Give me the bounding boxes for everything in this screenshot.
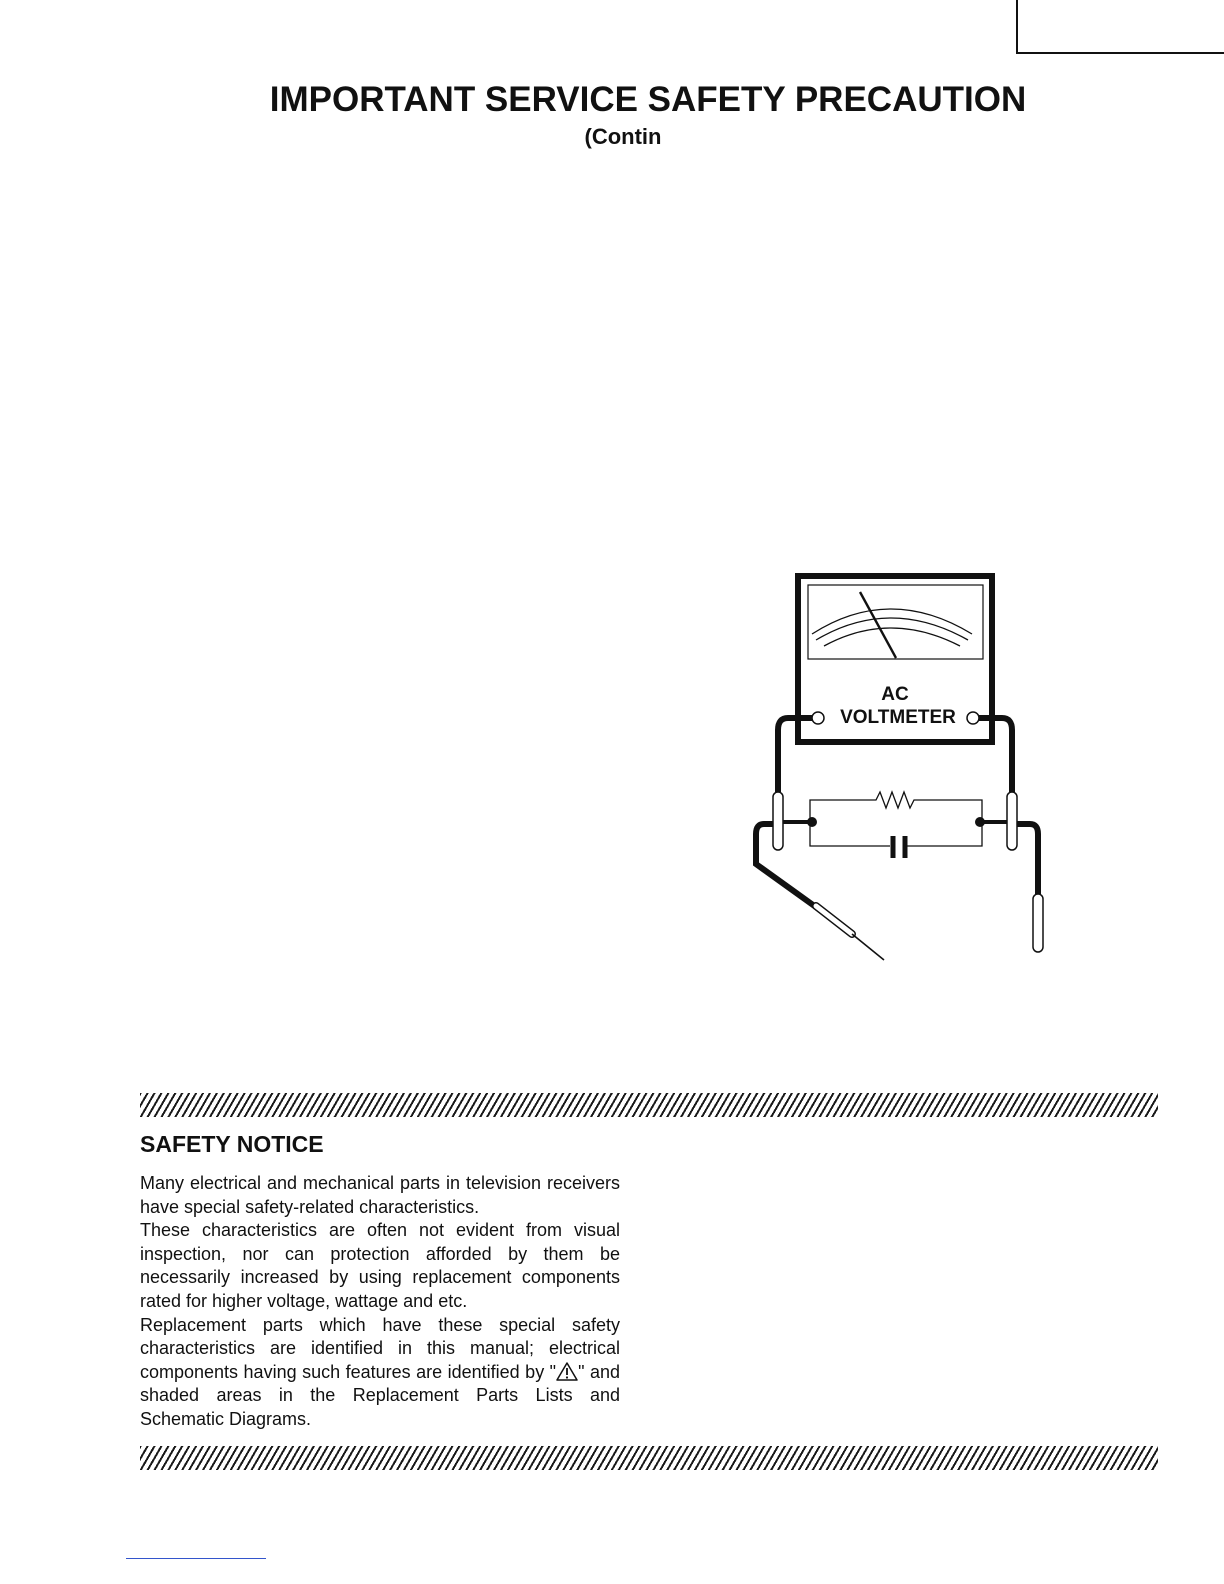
safety-notice-paragraph-3-end: " and shaded areas in the Replacement Parts Lists and Schematic Diagrams. [140, 1361, 620, 1429]
meter-label-ac: AC [881, 684, 909, 705]
corner-frame [1016, 0, 1224, 54]
meter-label-voltmeter: VOLTMETER [840, 707, 956, 728]
safety-notice-paragraph-3 [140, 1314, 620, 1432]
safety-notice-paragraph-3-start: Replacement parts which have these special safety characteristics are identified in this manual; electrical components having such features are identified by " [140, 1314, 620, 1382]
voltmeter-diagram [740, 560, 1060, 980]
footer-link-underline[interactable] [126, 1558, 266, 1559]
safety-notice-body [140, 1172, 620, 1432]
safety-notice-paragraph-2: These characteristics are often not evident from visual inspection, nor can protection afforded by them be necessarily increased by using replacement components rated for higher voltage, wattage and etc. [140, 1220, 620, 1311]
capacitor-icon [810, 822, 982, 858]
hatch-divider-bottom [140, 1446, 1158, 1470]
safety-notice-paragraph-1: Many electrical and mechanical parts in television receivers have special safety-related characteristics. [140, 1173, 620, 1217]
hatch-divider-top [140, 1093, 1158, 1117]
resistor-icon [810, 792, 982, 820]
safety-notice-heading: SAFETY NOTICE [140, 1131, 324, 1157]
warning-triangle-icon [556, 1362, 578, 1381]
page-title: IMPORTANT SERVICE SAFETY PRECAUTION [269, 80, 1027, 119]
voltmeter-icon [798, 576, 992, 742]
page-subtitle: (Contin [584, 124, 662, 149]
